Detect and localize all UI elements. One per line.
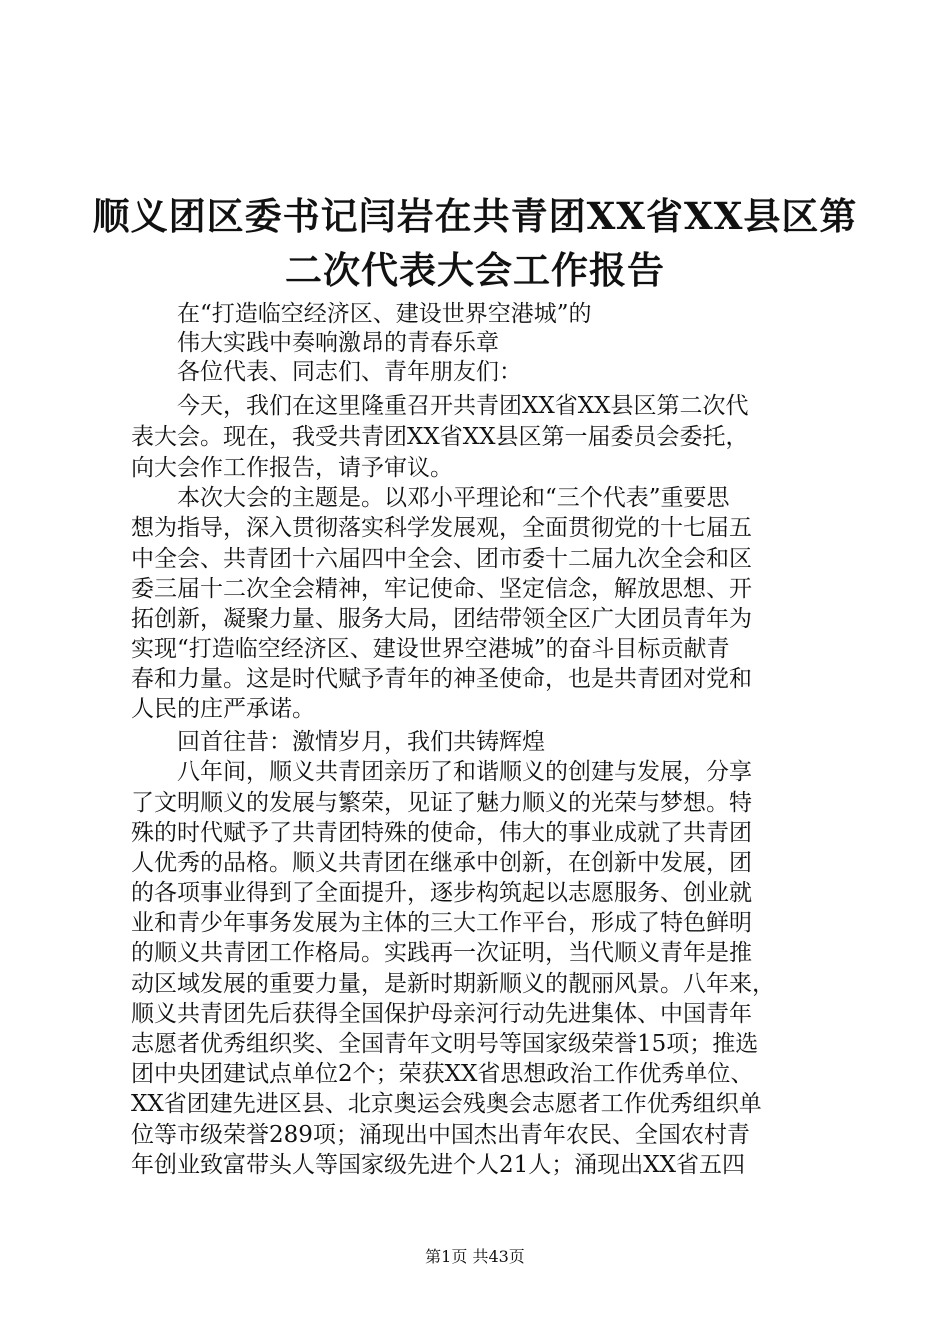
body-line: 中全会、共青团十六届四中全会、团市委十二届九次全会和区 (131, 546, 752, 572)
body-line: 人民的庄严承诺。 (131, 696, 315, 722)
body-line: 顺义共青团先后获得全国保护母亲河行动先进集体、中国青年 (131, 1001, 752, 1027)
document-title-line-2: 二次代表大会工作报告 (285, 248, 665, 292)
body-line: 志愿者优秀组织奖、全国青年文明号等国家级荣誉15项；推选 (131, 1031, 759, 1057)
body-line: 春和力量。这是时代赋予青年的神圣使命，也是共青团对党和 (131, 666, 752, 692)
body-line: 年创业致富带头人等国家级先进个人21人；涌现出XX省五四 (131, 1152, 746, 1178)
body-line: 的各项事业得到了全面提升，逐步构筑起以志愿服务、创业就 (131, 880, 752, 906)
body-line: 八年间，顺义共青团亲历了和谐顺义的创建与发展，分享 (131, 759, 752, 785)
body-line: 在“打造临空经济区、建设世界空港城”的 (131, 301, 592, 327)
body-line: 想为指导，深入贯彻落实科学发展观，全面贯彻党的十七届五 (131, 515, 752, 541)
body-line: 向大会作工作报告，请予审议。 (131, 455, 453, 481)
body-line: 各位代表、同志们、青年朋友们： (131, 359, 522, 385)
body-line: 委三届十二次全会精神，牢记使命、坚定信念，解放思想、开 (131, 576, 752, 602)
body-line: 团中央团建试点单位2个；荣获XX省思想政治工作优秀单位、 (131, 1061, 754, 1087)
body-line: 本次大会的主题是。以邓小平理论和“三个代表”重要思 (131, 485, 730, 511)
body-line: XX省团建先进区县、北京奥运会残奥会志愿者工作优秀组织单 (131, 1091, 762, 1117)
body-line: 位等市级荣誉289项；涌现出中国杰出青年农民、全国农村青 (131, 1122, 750, 1148)
body-line: 了文明顺义的发展与繁荣，见证了魅力顺义的光荣与梦想。特 (131, 790, 752, 816)
body-line: 伟大实践中奏响激昂的青春乐章 (131, 330, 499, 356)
body-line: 拓创新，凝聚力量、服务大局，团结带领全区广大团员青年为 (131, 606, 752, 632)
body-line: 实现“打造临空经济区、建设世界空港城”的奋斗目标贡献青 (131, 636, 730, 662)
body-line: 殊的时代赋予了共青团特殊的使命，伟大的事业成就了共青团 (131, 820, 752, 846)
body-line: 今天，我们在这里隆重召开共青团XX省XX县区第二次代 (131, 393, 749, 419)
body-line: 业和青少年事务发展为主体的三大工作平台，形成了特色鲜明 (131, 910, 752, 936)
body-line: 的顺义共青团工作格局。实践再一次证明，当代顺义青年是推 (131, 940, 752, 966)
document-title-line-1: 顺义团区委书记闫岩在共青团XX省XX县区第 (92, 194, 858, 238)
body-line: 回首往昔：激情岁月，我们共铸辉煌 (131, 729, 545, 755)
body-line: 动区域发展的重要力量，是新时期新顺义的靓丽风景。八年来， (131, 971, 775, 997)
page-number-footer: 第1页 共43页 (425, 1247, 525, 1266)
body-line: 人优秀的品格。顺义共青团在继承中创新，在创新中发展，团 (131, 850, 752, 876)
body-line: 表大会。现在，我受共青团XX省XX县区第一届委员会委托， (131, 424, 749, 450)
